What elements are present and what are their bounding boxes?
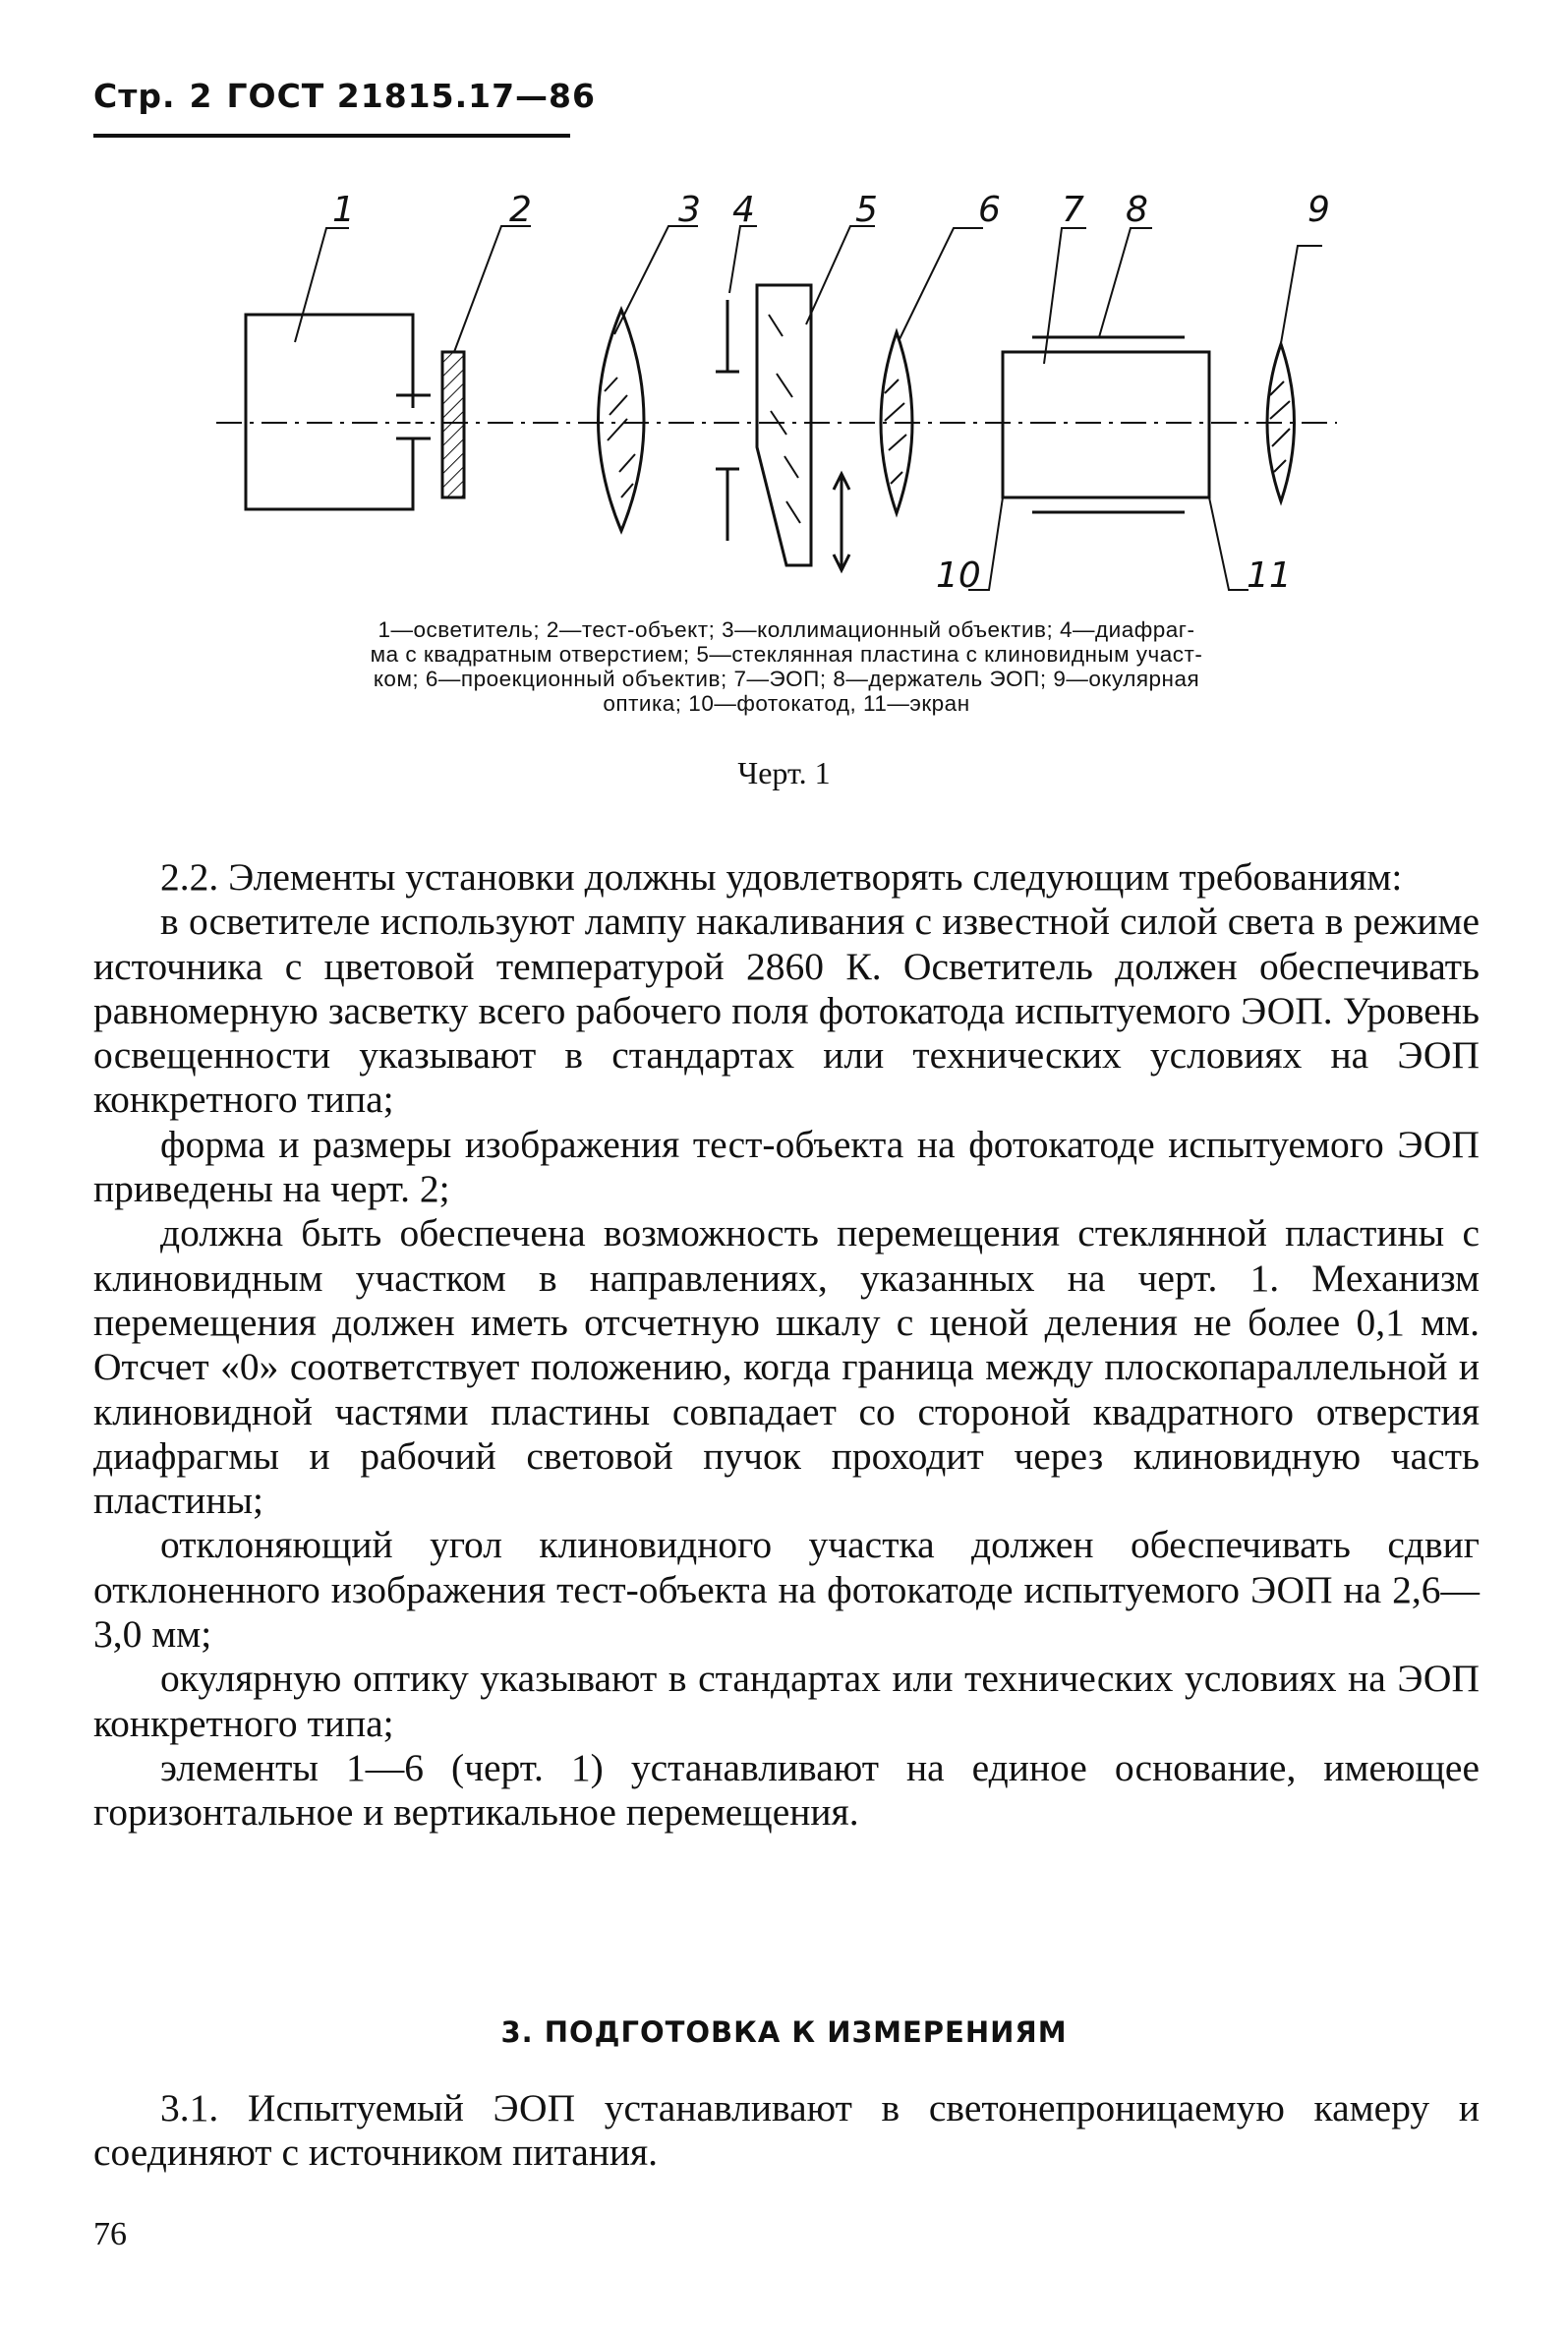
figure-optical-setup: [197, 177, 1366, 610]
legend-line: ма с квадратным отверстием; 5—стеклянная пластина с клиновидным участ-: [370, 642, 1203, 667]
label-2: 2: [509, 190, 532, 230]
header-rule: [93, 134, 570, 138]
paragraph: форма и размеры изображения тест-объекта на фотокатоде испытуемого ЭОП приведены на черт. 2;: [93, 1122, 1480, 1211]
illuminator: [246, 315, 413, 509]
label-8: 8: [1126, 190, 1148, 230]
page-number: 76: [93, 2216, 127, 2252]
paragraph: элементы 1—6 (черт. 1) устанавливают на единое основание, имеющее горизонтальное и вертикальное перемещения.: [93, 1745, 1480, 1835]
legend-line: 1—осветитель; 2—тест-объект; 3—коллимационный объектив; 4—диафраг-: [377, 617, 1195, 642]
label-5: 5: [855, 190, 878, 230]
label-10: 10: [936, 555, 981, 596]
section-3-title: 3. ПОДГОТОВКА К ИЗМЕРЕНИЯМ: [500, 2015, 1068, 2049]
diaphragm: [716, 300, 739, 541]
image-tube: [1003, 352, 1209, 497]
page-header: [93, 77, 610, 115]
paragraph: в осветителе используют лампу накаливания с известной силой света в режиме источника с цветовой температурой 2860 К. Осветитель должен обеспечивать равномерную засветку всего рабочего поля фотокатода испытуемого ЭОП. Уровень освещенности указывают в стандартах или технических условиях на ЭОП конкретного типа;: [93, 900, 1480, 1122]
label-6: 6: [978, 190, 1001, 230]
label-1: 1: [332, 190, 355, 230]
collimating-lens: [599, 310, 645, 531]
movement-arrow: [834, 474, 849, 570]
paragraph: 2.2. Элементы установки должны удовлетворять следующим требованиям:: [160, 855, 1403, 899]
section-3-text: [93, 2086, 1480, 2176]
label-7: 7: [1062, 190, 1084, 230]
label-4: 4: [732, 190, 755, 230]
figure-caption: Черт. 1: [737, 755, 831, 790]
paragraph: 3.1. Испытуемый ЭОП устанавливают в светонепроницаемую камеру и соединяют с источником питания.: [93, 2086, 1480, 2175]
paragraph: должна быть обеспечена возможность перемещения стеклянной пластины с клиновидным участком в направлениях, указанных на черт. 1. Механизм перемещения должен иметь отсчетную шкалу с ценой деления не более 0,1 мм. Отсчет «0» соответствует положению, когда граница между плоскопараллельной и клиновидной частями пластины совпадает со стороной квадратного отверстия диафрагмы и рабочий световой пучок проходит через клиновидную часть пластины;: [93, 1211, 1480, 1523]
legend-line: ком; 6—проекционный объектив; 7—ЭОП; 8—держатель ЭОП; 9—окулярная: [373, 667, 1200, 691]
legend-line: оптика; 10—фотокатод, 11—экран: [603, 691, 970, 716]
test-object: [442, 352, 464, 497]
page-num: 2: [189, 77, 213, 115]
paragraph: отклоняющий угол клиновидного участка должен обеспечивать сдвиг отклоненного изображения тест-объекта на фотокатоде испытуемого ЭОП на 2,6—3,0 мм;: [93, 1523, 1480, 1657]
label-3: 3: [678, 190, 701, 230]
label-11: 11: [1247, 555, 1292, 596]
page-label: Стр.: [93, 77, 176, 115]
glass-plate: [757, 285, 811, 565]
standard-number: ГОСТ 21815.17—86: [226, 77, 596, 115]
label-9: 9: [1307, 190, 1330, 230]
section-2-text: [93, 855, 1480, 1836]
figure-legend: [197, 617, 1376, 716]
paragraph: окулярную оптику указывают в стандартах или технических условиях на ЭОП конкретного типа;: [93, 1657, 1480, 1745]
